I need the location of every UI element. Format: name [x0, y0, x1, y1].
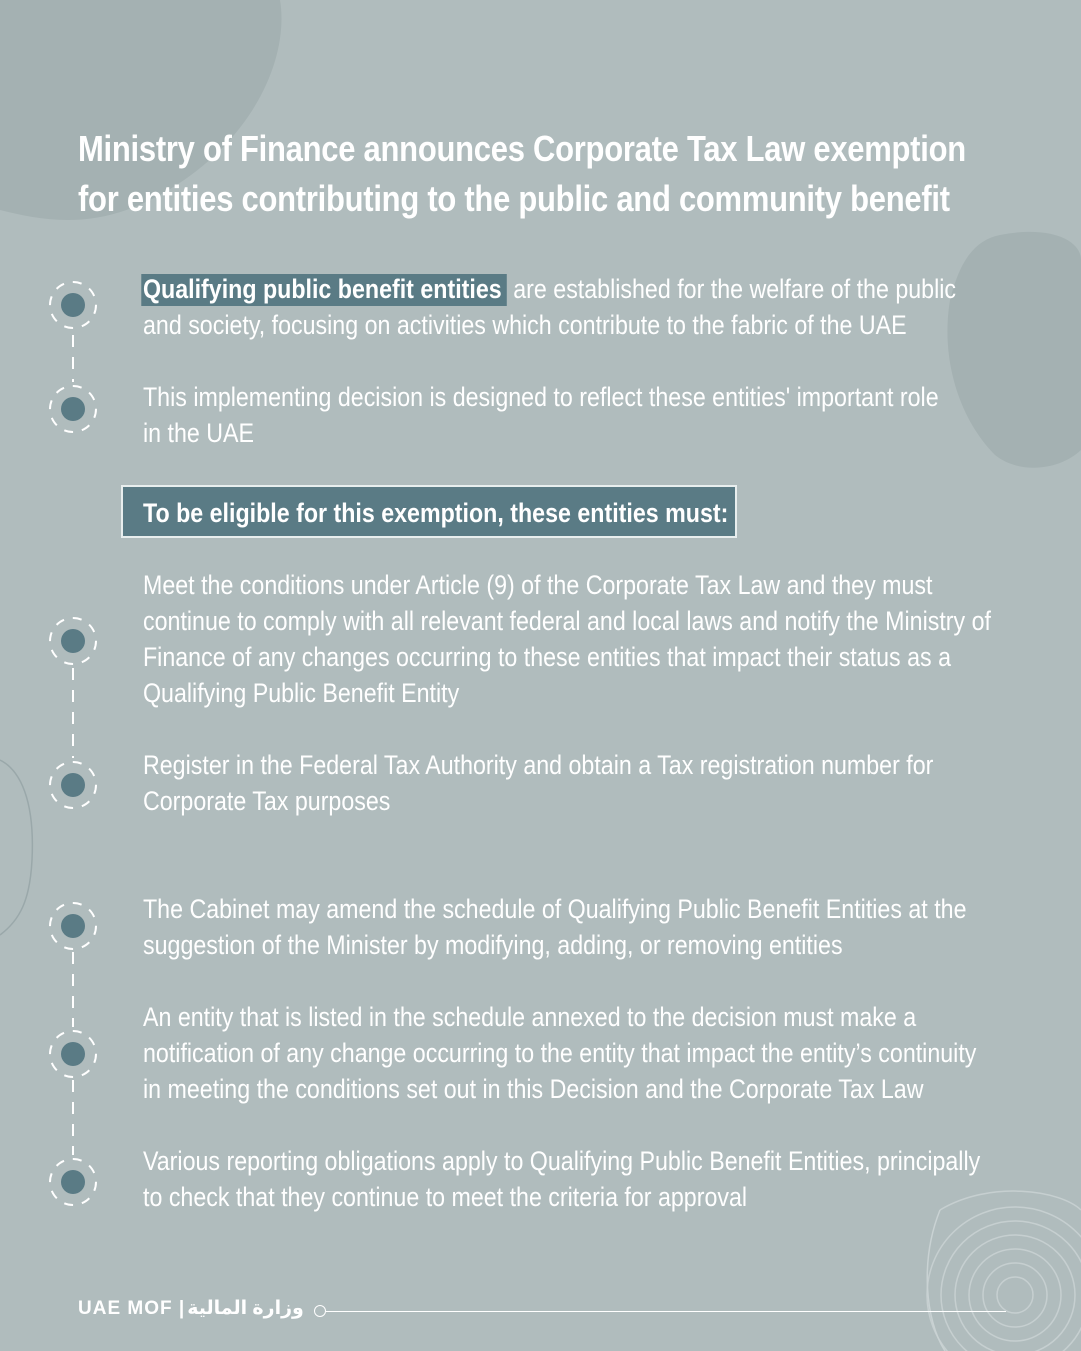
eligibility-item-1-line-3: Finance of any changes occurring to these entities that impact their status as a	[143, 642, 951, 672]
intro-item-1-line-1	[143, 271, 1020, 307]
intro-item-2	[143, 379, 1020, 451]
eligibility-item-1	[143, 567, 1020, 711]
eligibility-heading: To be eligible for this exemption, these entities must:	[143, 498, 729, 528]
other-item-1-line-1: The Cabinet may amend the schedule of Qualifying Public Benefit Entities at the	[143, 894, 967, 924]
logo-english: UAE MOF	[78, 1298, 173, 1319]
other-item-2-line-1: An entity that is listed in the schedule annexed to the decision must make a	[143, 1002, 917, 1032]
title-line-1: Ministry of Finance announces Corporate Tax Law exemption	[78, 128, 966, 169]
intro-item-1-rest: are established for the welfare of the public	[506, 274, 957, 304]
other-item-2-line-2: notification of any change occurring to the entity that impact the entity’s continuity	[143, 1038, 977, 1068]
bullet-circle-icon	[46, 758, 100, 812]
logo-separator: |	[178, 1298, 186, 1319]
logo-arabic: وزارة المالية	[187, 1298, 304, 1319]
eligibility-item-1-line-2: continue to comply with all relevant federal and local laws and notify the Ministry of	[143, 606, 991, 636]
eligibility-item-2-line-2: Corporate Tax purposes	[143, 786, 391, 816]
other-item-3-line-2: to check that they continue to meet the criteria for approval	[143, 1182, 748, 1212]
eligibility-item-2	[143, 747, 1020, 819]
bullet-circle-icon	[46, 1155, 100, 1209]
other-item-3-line-1: Various reporting obligations apply to Qualifying Public Benefit Entities, principally	[143, 1146, 981, 1176]
footer-divider	[326, 1311, 1006, 1312]
other-item-1	[143, 891, 1020, 963]
other-item-2-line-3: in meeting the conditions set out in this Decision and the Corporate Tax Law	[143, 1074, 924, 1104]
bullet-circle-icon	[46, 382, 100, 436]
highlighted-term: Qualifying public benefit entities	[141, 274, 507, 306]
intro-item-2-line-1: This implementing decision is designed to reflect these entities' important role	[143, 382, 939, 412]
bullet-circle-icon	[46, 278, 100, 332]
eligibility-item-1-line-4: Qualifying Public Benefit Entity	[143, 678, 460, 708]
bullet-circle-icon	[46, 1027, 100, 1081]
other-item-3	[143, 1143, 1020, 1215]
page-title	[78, 124, 966, 224]
intro-item-2-line-2: in the UAE	[143, 418, 255, 448]
footer-circle-icon	[314, 1305, 326, 1317]
fingerprint-pattern	[927, 1191, 1081, 1351]
left-outline-shape	[0, 760, 32, 935]
other-item-2	[143, 999, 1020, 1107]
mof-logo	[78, 1297, 304, 1320]
eligibility-item-2-line-1: Register in the Federal Tax Authority and obtain a Tax registration number for	[143, 750, 934, 780]
bullet-circle-icon	[46, 614, 100, 668]
other-item-1-line-2: suggestion of the Minister by modifying, adding, or removing entities	[143, 930, 843, 960]
bullet-circle-icon	[46, 899, 100, 953]
intro-item-1	[143, 271, 1020, 343]
eligibility-item-1-line-1: Meet the conditions under Article (9) of the Corporate Tax Law and they must	[143, 570, 933, 600]
title-line-2: for entities contributing to the public and community benefit	[78, 178, 950, 219]
intro-item-1-line-2: and society, focusing on activities which contribute to the fabric of the UAE	[143, 310, 907, 340]
